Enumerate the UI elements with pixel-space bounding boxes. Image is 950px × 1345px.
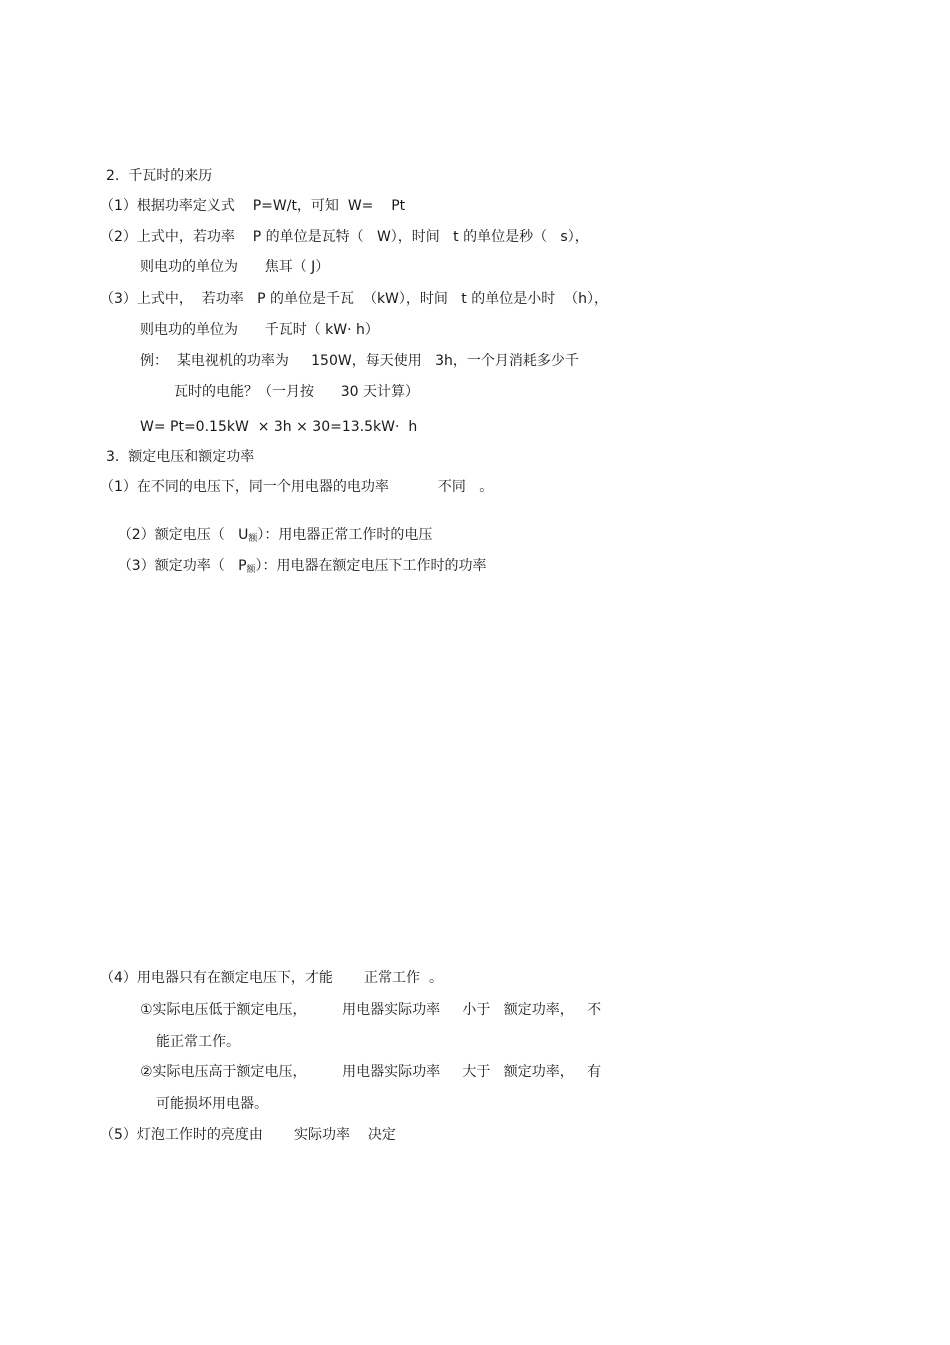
- section-3-heading: 3. 额定电压和额定功率: [106, 449, 255, 465]
- section-3-item-4-1-line-1: ①实际电压低于额定电压， 用电器实际功率 小于 额定功率， 不: [140, 1002, 602, 1018]
- section-3-item-2-prefix: （2）额定电压（ U: [117, 527, 249, 543]
- section-2-item-3-line-1: （3）上式中， 若功率 P 的单位是千瓦 （kW），时间 t 的单位是小时 （h），: [100, 291, 608, 307]
- section-2-heading: 2. 千瓦时的来历: [106, 168, 213, 184]
- section-3-item-2: [100, 508, 433, 544]
- example-line-1: 例： 某电视机的功率为 150W，每天使用 3h，一个月消耗多少千: [140, 353, 579, 369]
- section-3-item-3-suffix: ）：用电器在额定电压下工作时的功率: [255, 558, 487, 574]
- section-2-item-2-line-2: 则电功的单位为 焦耳（ J）: [140, 259, 330, 275]
- section-2-item-2-line-1: （2）上式中，若功率 P 的单位是瓦特（ W），时间 t 的单位是秒（ s），: [100, 229, 589, 245]
- example-line-2: 瓦时的电能？（一月按 30 天计算）: [174, 384, 419, 400]
- section-3-item-5: （5）灯泡工作时的亮度由 实际功率 决定: [100, 1127, 396, 1143]
- section-2-item-3-line-2: 则电功的单位为 千瓦时（ kW· h）: [140, 322, 379, 338]
- section-3-item-2-subscript: 额: [248, 534, 258, 544]
- section-2-item-1: （1）根据功率定义式 P=W/t，可知 W= Pt: [100, 198, 406, 214]
- section-3-item-4-1-line-2: 能正常工作。: [156, 1034, 240, 1050]
- example-formula: W= Pt=0.15kW × 3h × 30=13.5kW· h: [140, 419, 418, 435]
- section-3-item-3-prefix: （3）额定功率（ P: [117, 558, 247, 574]
- section-3-item-4-2-line-1: ②实际电压高于额定电压， 用电器实际功率 大于 额定功率， 有: [140, 1064, 602, 1080]
- section-3-item-3: [100, 539, 487, 575]
- section-3-item-4-2-line-2: 可能损坏用电器。: [156, 1096, 268, 1112]
- section-3-item-4: （4）用电器只有在额定电压下，才能 正常工作 。: [100, 970, 443, 986]
- section-3-item-3-subscript: 额: [246, 565, 256, 575]
- section-3-item-2-suffix: ）：用电器正常工作时的电压: [257, 527, 433, 543]
- section-3-item-1: （1）在不同的电压下，同一个用电器的电功率 不同 。: [100, 479, 494, 495]
